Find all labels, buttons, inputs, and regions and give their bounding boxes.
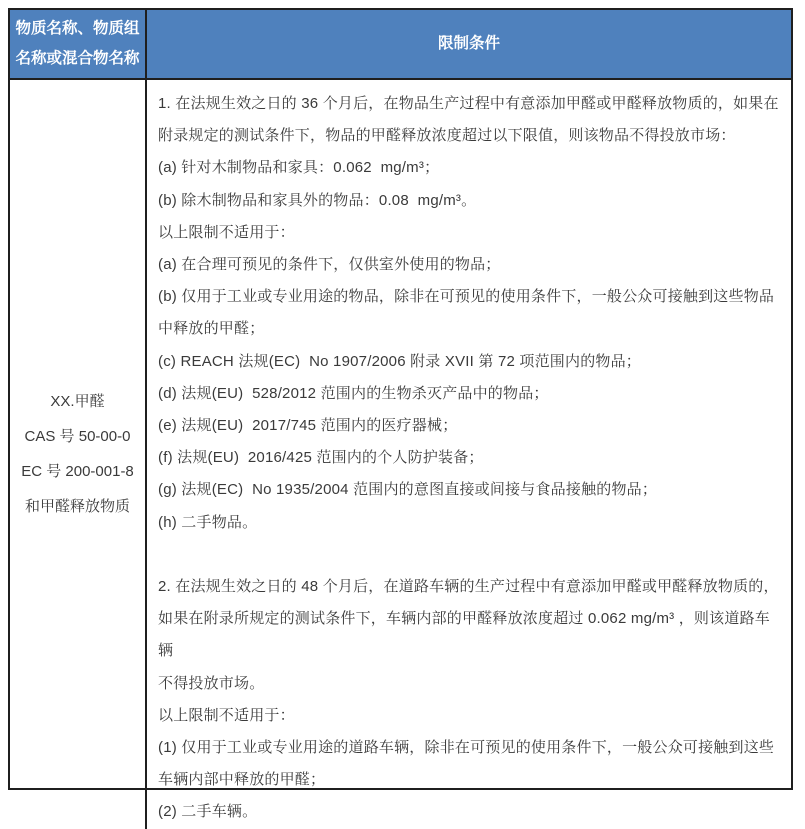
restriction-text-block <box>158 88 785 829</box>
header-substance-line2: 名称或混合物名称 <box>15 50 140 67</box>
restriction-line: (e) 法规(EU) 2017/745 范围内的医疗器械； <box>158 417 458 435</box>
substance-line: 和甲醛释放物质 <box>24 498 130 516</box>
restriction-line: (1) 仅用于工业或专业用途的道路车辆，除非在可预见的使用条件下，一般公众可接触到这些 <box>158 739 775 757</box>
restriction-line: (f) 法规(EU) 2016/425 范围内的个人防护装备； <box>158 449 484 467</box>
table-header-row <box>10 10 791 80</box>
restriction-line: (c) REACH 法规(EC) No 1907/2006 附录 XVII 第 72 项范围内的物品； <box>158 352 642 370</box>
restriction-line: (a) 针对木制物品和家具：0.062 mg/m³； <box>158 159 440 177</box>
restriction-line: 以上限制不适用于： <box>158 706 295 724</box>
restriction-line <box>158 539 785 571</box>
substance-line: EC 号 200-001-8 <box>21 463 134 481</box>
header-cell-restriction <box>147 10 791 78</box>
restriction-line: (b) 仅用于工业或专业用途的物品，除非在可预见的使用条件下，一般公众可接触到这些物品 <box>158 288 775 306</box>
substance-cell <box>10 80 147 829</box>
header-substance-line1: 物质名称、物质组 <box>15 20 140 37</box>
substance-line: CAS 号 50-00-0 <box>24 428 131 446</box>
restriction-line: (a) 在合理可预见的条件下，仅供室外使用的物品； <box>158 256 501 274</box>
table-body-row <box>10 80 791 821</box>
restriction-line: (g) 法规(EC) No 1935/2004 范围内的意图直接或间接与食品接触的物品； <box>158 481 658 499</box>
header-cell-substance <box>10 10 147 78</box>
restriction-line: 如果在附录所规定的测试条件下，车辆内部的甲醛释放浓度超过 0.062 mg/m³ ，则该道路车辆 <box>158 610 770 660</box>
restriction-line: 车辆内部中释放的甲醛； <box>158 771 326 789</box>
restriction-line: 中释放的甲醛； <box>158 320 265 338</box>
header-restriction-label: 限制条件 <box>437 35 500 52</box>
restriction-line: 2. 在法规生效之日的 48 个月后，在道路车辆的生产过程中有意添加甲醛或甲醛释放物质的， <box>158 578 779 596</box>
restriction-line: (2) 二手车辆。 <box>158 803 258 821</box>
restriction-line: 1. 在法规生效之日的 36 个月后，在物品生产过程中有意添加甲醛或甲醛释放物质的，如果在 <box>158 95 779 112</box>
restriction-line: (b) 除木制物品和家具外的物品：0.08 mg/m³。 <box>158 191 477 209</box>
substance-text-block <box>21 384 134 524</box>
restriction-cell <box>147 80 791 829</box>
restriction-table <box>8 8 793 821</box>
substance-line: XX.甲醛 <box>50 393 105 411</box>
restriction-line: (h) 二手物品。 <box>158 513 258 531</box>
restriction-line: 附录规定的测试条件下，物品的甲醛释放浓度超过以下限值，则该物品不得投放市场： <box>158 127 736 145</box>
restriction-line: 不得投放市场。 <box>158 674 265 692</box>
restriction-line: (d) 法规(EU) 528/2012 范围内的生物杀灭产品中的物品； <box>158 384 549 402</box>
restriction-line: 以上限制不适用于： <box>158 223 295 241</box>
